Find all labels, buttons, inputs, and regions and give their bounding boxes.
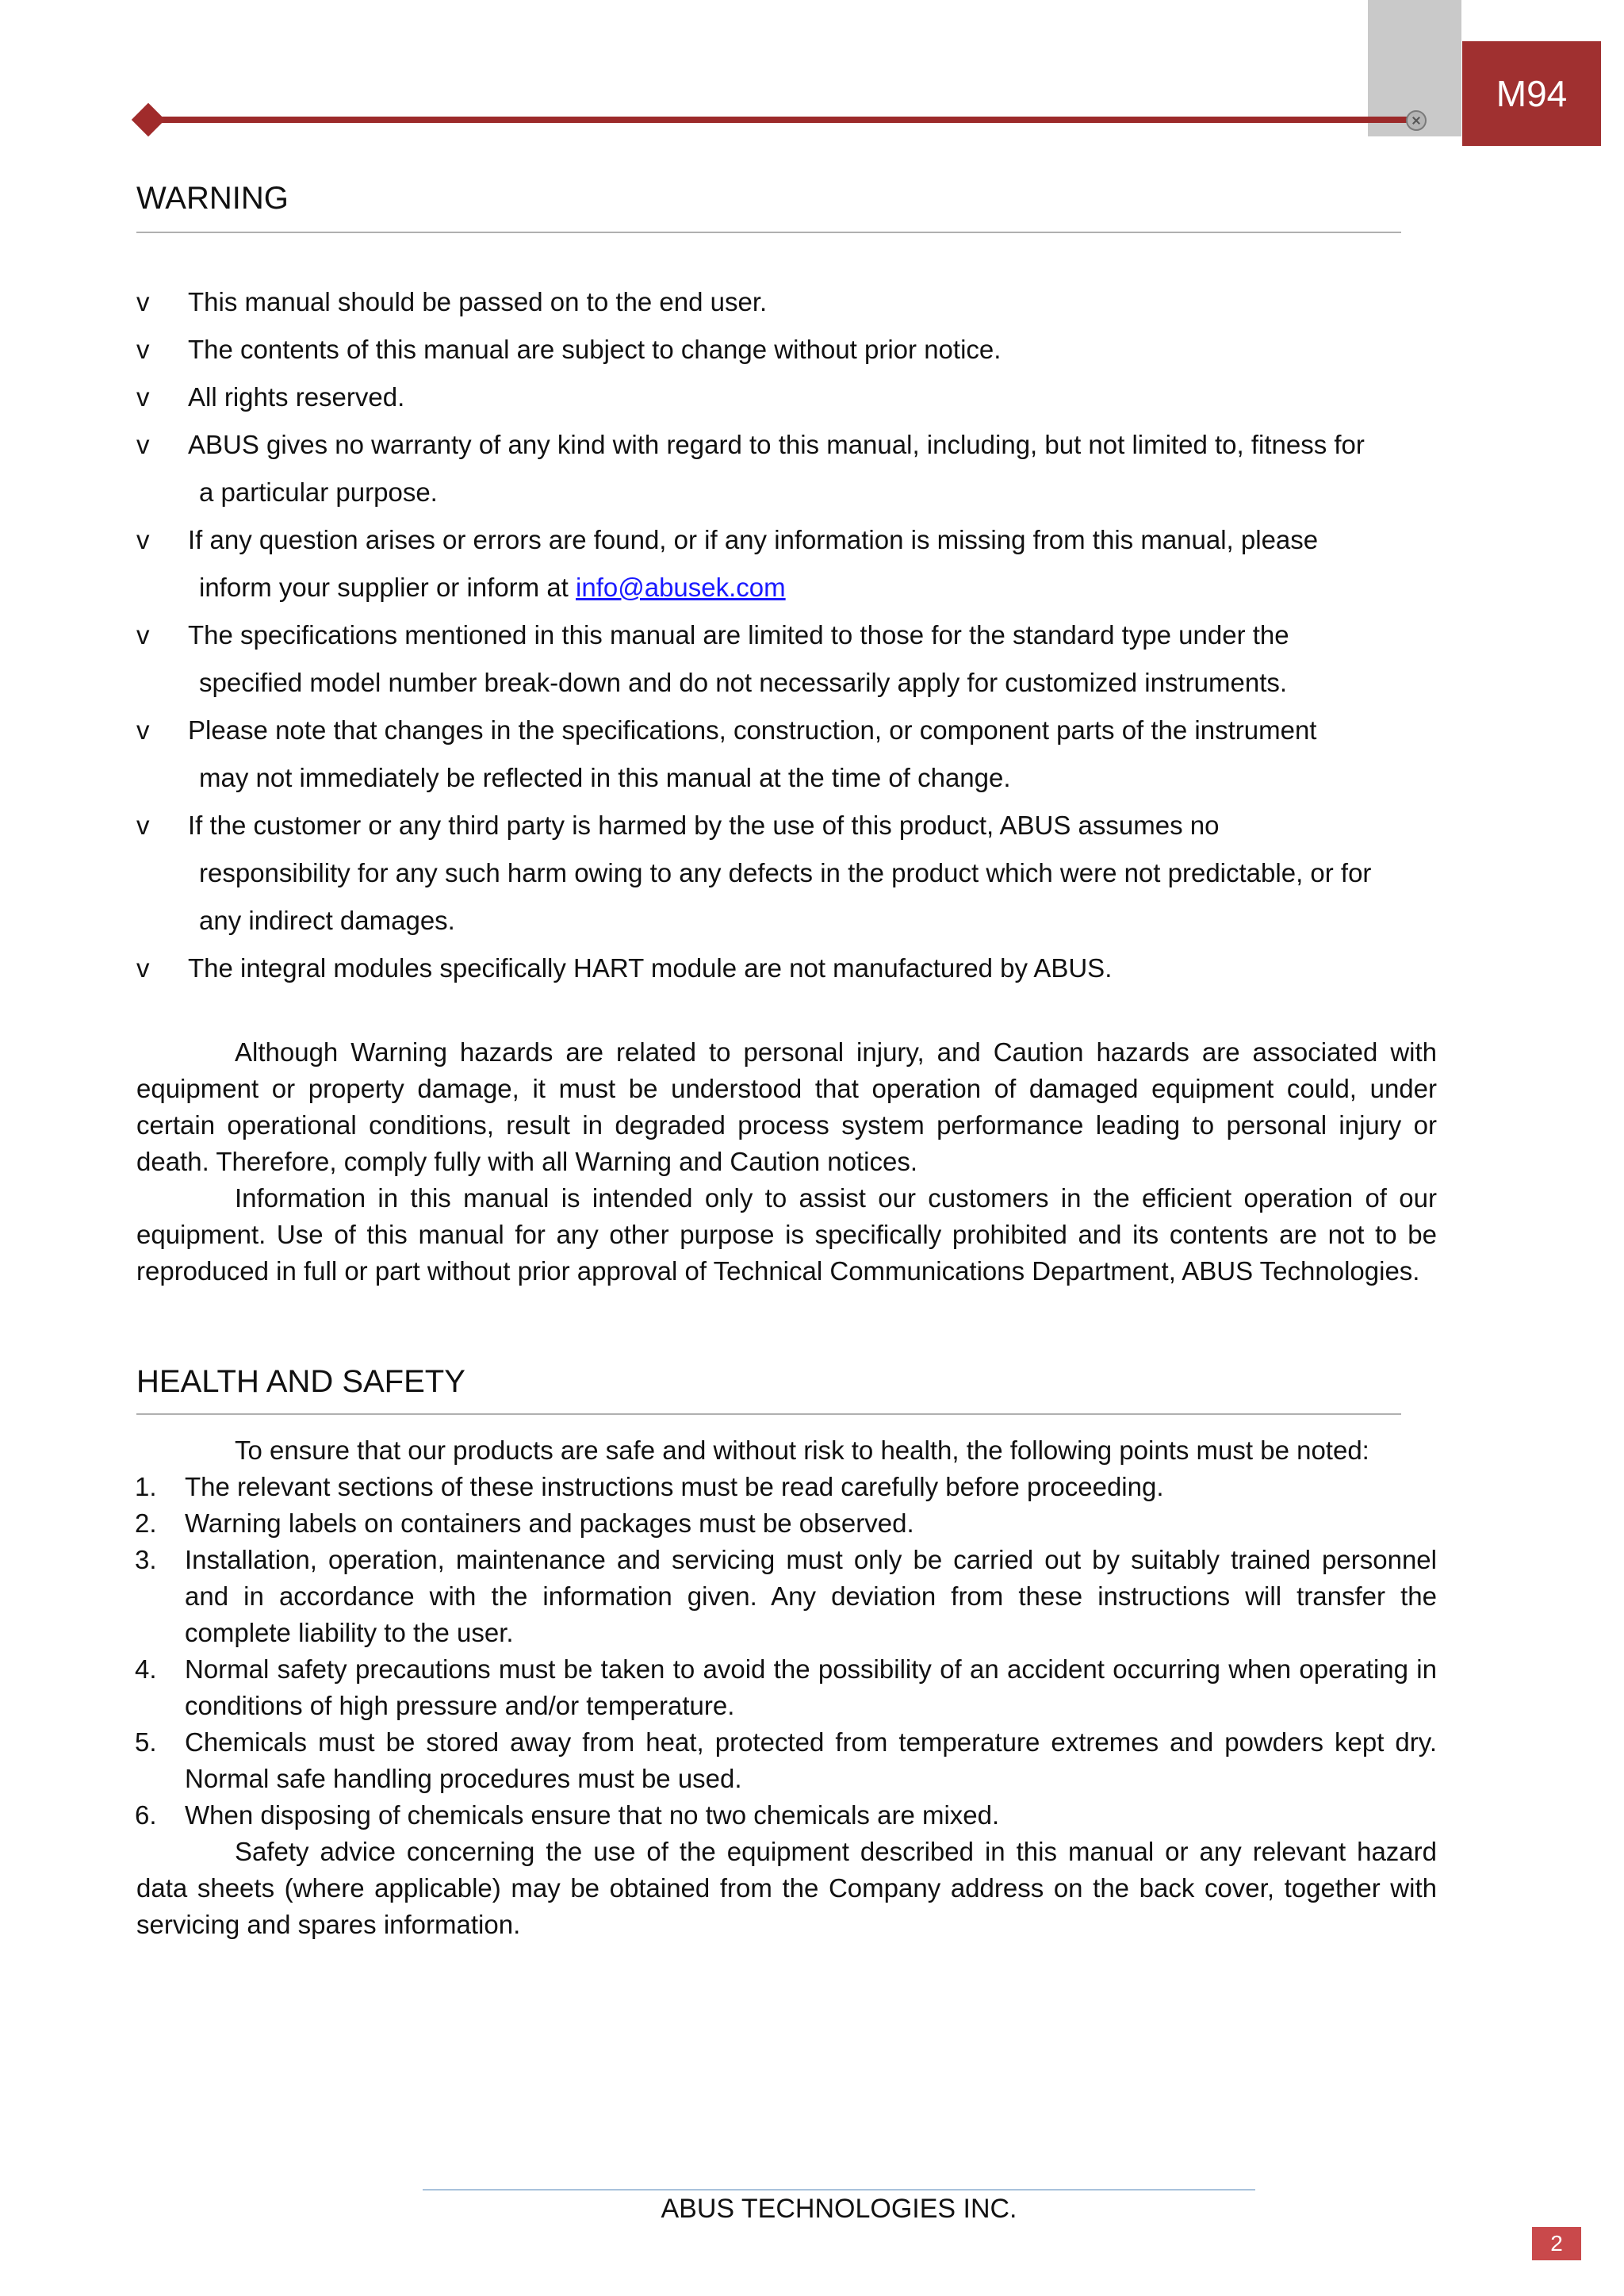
warning-item: The contents of this manual are subject to change without prior notice. xyxy=(188,335,1002,364)
health-safety-heading: HEALTH AND SAFETY xyxy=(136,1364,465,1399)
page-number: 2 xyxy=(1532,2227,1581,2260)
bullet-symbol: v xyxy=(136,287,150,316)
warning-item: ABUS gives no warranty of any kind with regard to this manual, including, but not limited to, fitness for a particular purpose. xyxy=(188,430,1365,507)
rule-endcap-icon xyxy=(1406,110,1427,131)
warning-item: If any question arises or errors are found, or if any information is missing from this manual, please inform your supplier or inform at info@abusek.com xyxy=(188,525,1319,602)
footer-rule xyxy=(423,2189,1255,2191)
health-safety-heading-rule xyxy=(136,1413,1401,1415)
safety-item: The relevant sections of these instructions must be read carefully before proceeding. xyxy=(185,1472,1164,1501)
list-number: 5. xyxy=(135,1727,157,1757)
bullet-symbol: v xyxy=(136,335,150,364)
bullet-symbol: v xyxy=(136,620,150,650)
warning-paragraph: Information in this manual is intended only to assist our customers in the efficient operation of our equipment. Use of this manual for any other purpose is specifically prohibited and its contents are not to be reproduced in full or part without prior approval of Technical Communications Department, ABUS Technologies. xyxy=(136,1183,1437,1286)
list-number: 2. xyxy=(135,1508,157,1538)
safety-item: When disposing of chemicals ensure that no two chemicals are mixed. xyxy=(185,1800,1000,1830)
list-number: 6. xyxy=(135,1800,157,1830)
warning-item: Please note that changes in the specifications, construction, or component parts of the instrument may not immediately be reflected in this manual at the time of change. xyxy=(188,715,1317,792)
warning-heading: WARNING xyxy=(136,181,289,216)
warning-item: This manual should be passed on to the end user. xyxy=(188,287,768,316)
warning-heading-rule xyxy=(136,232,1401,233)
warning-item: The integral modules specifically HART module are not manufactured by ABUS. xyxy=(188,953,1113,983)
safety-item: Normal safety precautions must be taken to avoid the possibility of an accident occurring when operating in conditions of high pressure and/or temperature. xyxy=(185,1654,1437,1720)
health-safety-intro: To ensure that our products are safe and without risk to health, the following points must be noted: xyxy=(235,1435,1369,1465)
bullet-symbol: v xyxy=(136,430,150,459)
warning-paragraph: Although Warning hazards are related to personal injury, and Caution hazards are associated with equipment or property damage, it must be understood that operation of damaged equipment could, under certain operational conditions, result in degraded process system performance leading to personal injury or death. Therefore, comply fully with all Warning and Caution notices. xyxy=(136,1037,1437,1176)
list-number: 1. xyxy=(135,1472,157,1501)
warning-item: If the customer or any third party is harmed by the use of this product, ABUS assumes no responsibility for any such harm owing to any defects in the product which were not predictable, or for any indirect damages. xyxy=(188,811,1372,935)
list-number: 3. xyxy=(135,1545,157,1574)
safety-item: Chemicals must be stored away from heat, protected from temperature extremes and powders kept dry. Normal safe handling procedures must be used. xyxy=(185,1727,1437,1793)
header-rule xyxy=(147,117,1419,123)
bullet-symbol: v xyxy=(136,715,150,745)
bullet-symbol: v xyxy=(136,382,150,412)
warning-item: All rights reserved. xyxy=(188,382,405,412)
email-link[interactable]: info@abusek.com xyxy=(576,573,786,602)
health-safety-closing: Safety advice concerning the use of the equipment described in this manual or any relevant hazard data sheets (where applicable) may be obtained from the Company address on the back cover, together with servicing and spares information. xyxy=(136,1837,1437,1939)
bullet-symbol: v xyxy=(136,811,150,840)
model-badge: M94 xyxy=(1462,41,1601,146)
list-number: 4. xyxy=(135,1654,157,1684)
diamond-icon xyxy=(132,103,165,136)
safety-item: Installation, operation, maintenance and servicing must only be carried out by suitably trained personnel and in accordance with the information given. Any deviation from these instructions will transfer the complete liability to the user. xyxy=(185,1545,1437,1647)
bullet-symbol: v xyxy=(136,525,150,554)
warning-item: The specifications mentioned in this manual are limited to those for the standard type under the specified model number break-down and do not necessarily apply for customized instruments. xyxy=(188,620,1289,697)
safety-item: Warning labels on containers and packages must be observed. xyxy=(185,1508,914,1538)
footer-company: ABUS TECHNOLOGIES INC. xyxy=(661,2194,1017,2224)
bullet-symbol: v xyxy=(136,953,150,983)
